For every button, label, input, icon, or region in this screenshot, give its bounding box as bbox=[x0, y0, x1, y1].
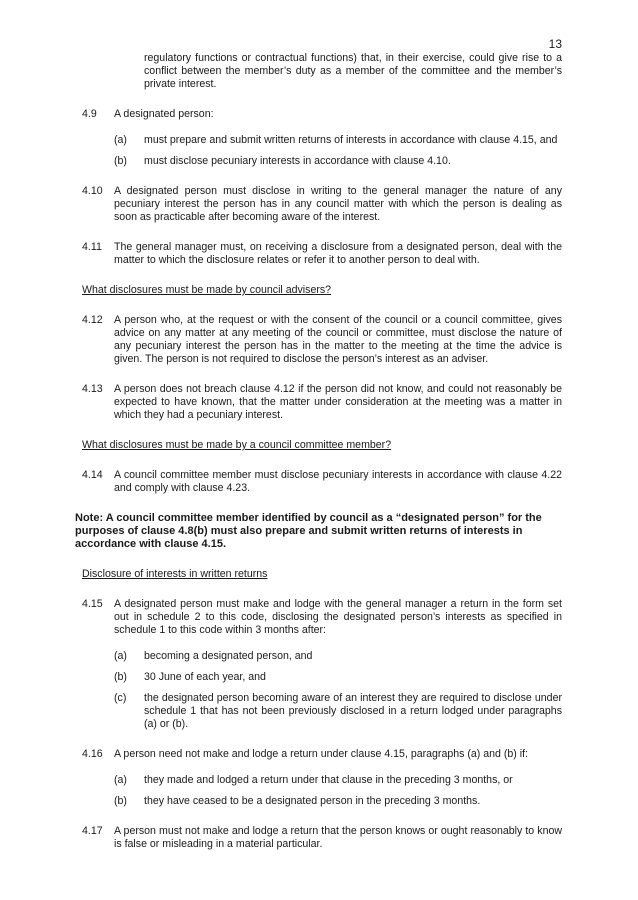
clause-4-15-item-a bbox=[82, 650, 562, 663]
section-heading-advisers: What disclosures must be made by council advisers? bbox=[82, 284, 332, 296]
item-text: must disclose pecuniary interests in accordance with clause 4.10. bbox=[144, 155, 451, 167]
clause-4-16-item-b bbox=[82, 795, 562, 808]
clause-text: A person need not make and lodge a return under clause 4.15, paragraphs (a) and (b) if: bbox=[114, 748, 529, 760]
clause-4-13 bbox=[82, 383, 562, 422]
clause-4-9-item-b bbox=[82, 155, 562, 168]
clause-number: 4.13 bbox=[82, 383, 103, 395]
item-label: (c) bbox=[114, 692, 127, 704]
item-label: (b) bbox=[114, 155, 127, 167]
clause-4-9 bbox=[82, 108, 562, 121]
clause-4-17 bbox=[82, 825, 562, 851]
item-text: 30 June of each year, and bbox=[144, 671, 266, 683]
clause-text: A person who, at the request or with the consent of the council or a council committee, gives advice on any matter at any meeting of the council or committee, must disclose the nature of any pecuniary interest the person has in the matter to the meeting at the time the advice is given. The person is not required to disclose the person’s interest as an adviser. bbox=[114, 314, 562, 365]
item-label: (a) bbox=[114, 774, 127, 786]
section-heading-committee: What disclosures must be made by a council committee member? bbox=[82, 439, 392, 451]
item-label: (a) bbox=[114, 650, 127, 662]
continued-paragraph: regulatory functions or contractual functions) that, in their exercise, could give rise to a conflict between the member’s duty as a member of the committee and the member’s private interest. bbox=[144, 52, 562, 90]
item-text: the designated person becoming aware of an interest they are required to disclose under schedule 1 that has not been previously disclosed in a return lodged under paragraphs (a) or (b). bbox=[144, 692, 562, 730]
clause-text: A person must not make and lodge a return that the person knows or ought reasonably to know is false or misleading in a material particular. bbox=[114, 825, 562, 850]
clause-4-9-item-a bbox=[82, 134, 562, 147]
clause-number: 4.14 bbox=[82, 469, 103, 481]
clause-number: 4.17 bbox=[82, 825, 103, 837]
section-heading-returns: Disclosure of interests in written returns bbox=[82, 568, 268, 580]
item-label: (b) bbox=[114, 671, 127, 683]
clause-number: 4.16 bbox=[82, 748, 103, 760]
item-text: becoming a designated person, and bbox=[144, 650, 313, 662]
clause-4-16 bbox=[82, 748, 562, 761]
clause-text: The general manager must, on receiving a disclosure from a designated person, deal with the matter to which the disclosure relates or refer it to another person to deal with. bbox=[114, 241, 562, 266]
clause-text: A person does not breach clause 4.12 if the person did not know, and could not reasonably be expected to have known, that the matter under consideration at the meeting was a matter in which they had a pecuniary interest. bbox=[114, 383, 562, 421]
clause-text: A council committee member must disclose pecuniary interests in accordance with clause 4.22 and comply with clause 4.23. bbox=[114, 469, 562, 494]
clause-4-16-item-a bbox=[82, 774, 562, 787]
item-text: they have ceased to be a designated person in the preceding 3 months. bbox=[144, 795, 481, 807]
clause-text: A designated person: bbox=[114, 108, 214, 120]
clause-number: 4.10 bbox=[82, 185, 103, 197]
clause-number: 4.9 bbox=[82, 108, 97, 120]
item-label: (b) bbox=[114, 795, 127, 807]
page-number: 13 bbox=[548, 37, 562, 51]
page-content bbox=[75, 52, 562, 851]
clause-4-15-item-b bbox=[82, 671, 562, 684]
clause-4-15-item-c bbox=[82, 692, 562, 731]
clause-4-15 bbox=[82, 598, 562, 637]
clause-number: 4.15 bbox=[82, 598, 103, 610]
note-paragraph: Note: A council committee member identified by council as a “designated person” for the purposes of clause 4.8(b) must also prepare and submit written returns of interests in accordance with clause 4.15. bbox=[75, 512, 542, 550]
clause-number: 4.11 bbox=[82, 241, 102, 253]
clause-4-11 bbox=[82, 241, 562, 267]
clause-4-12 bbox=[82, 314, 562, 366]
clause-number: 4.12 bbox=[82, 314, 103, 326]
item-label: (a) bbox=[114, 134, 127, 146]
clause-text: A designated person must make and lodge with the general manager a return in the form set out in schedule 2 to this code, disclosing the designated person’s interests as specified in schedule 1 to this code within 3 months after: bbox=[114, 598, 562, 636]
clause-4-14 bbox=[82, 469, 562, 495]
clause-4-10 bbox=[82, 185, 562, 224]
item-text: they made and lodged a return under that clause in the preceding 3 months, or bbox=[144, 774, 513, 786]
item-text: must prepare and submit written returns of interests in accordance with clause 4.15, and bbox=[144, 134, 558, 146]
clause-text: A designated person must disclose in writing to the general manager the nature of any pecuniary interest the person has in any council matter with which the person is dealing as soon as practicable after becoming aware of the interest. bbox=[114, 185, 562, 223]
